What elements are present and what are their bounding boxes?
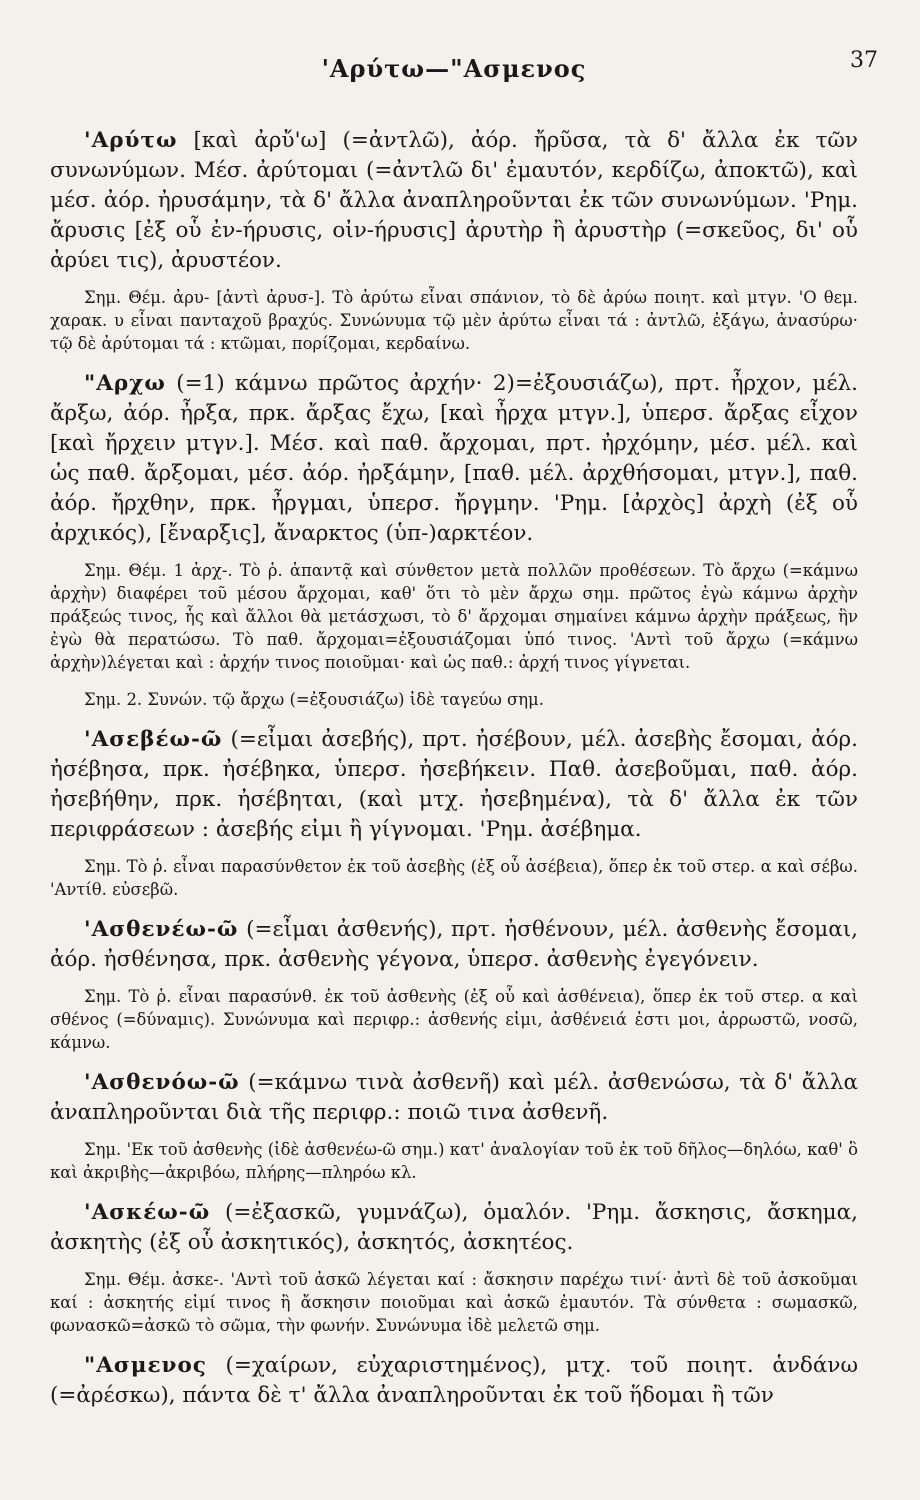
running-header bbox=[50, 48, 878, 88]
headword: 'Ασκέω-ῶ bbox=[84, 1200, 211, 1225]
headword: 'Ασεβέω-ῶ bbox=[84, 727, 223, 752]
headword: 'Ασθενέω-ῶ bbox=[84, 917, 239, 942]
running-title: 'Αρύτω—"Ασμενος bbox=[321, 54, 587, 83]
entry-askew bbox=[50, 1198, 858, 1258]
headword: 'Αρύτω bbox=[84, 128, 178, 153]
note: Σημ. Θέμ. 1 ἀρχ-. Τὸ ῥ. ἁπαντᾷ καὶ σύνθετον μετὰ πολλῶν προθέσεων. Τὸ ἄρχω (=κάμνω ἀρχὴν) διαφέρει τοῦ μέσου ἄρχομαι, καθ' ὅτι τὸ μὲν ἄρχω σημ. πρῶτος ἐγὼ κάμνω ἀρχὴν πράξεώς τινος, ἧς καὶ ἄλλοι θὰ μετάσχωσι, τὸ δ' ἄρχομαι σημαίνει κάμνω ἀρχὴν πράξεως, ἣν ἐγὼ θὰ περατώσω. Τὸ παθ. ἄρχομαι=ἐξουσιάζομαι ὑπό τινος. 'Αντὶ τοῦ ἄρχω (=κάμνω ἀρχὴν)λέγεται καὶ : ἀρχήν τινος ποιοῦμαι· καὶ ὡς παθ.: ἀρχή τινος γίγνεται. bbox=[50, 561, 858, 672]
entry-body: (=εἶμαι ἀσθενής), πρτ. ἠσθένουν, μέλ. ἀσθενὴς ἔσομαι, ἀόρ. ἠσθένησα, πρκ. ἀσθενὴς γέγονα, ὑπερσ. ἀσθενὴς ἐγεγόνειν. bbox=[50, 917, 858, 972]
headword: "Αρχω bbox=[84, 371, 166, 396]
entry-asebew bbox=[50, 725, 858, 845]
entry-body: (=κάμνω τινὰ ἀσθενῆ) καὶ μέλ. ἀσθενώσω, τὰ δ' ἄλλα ἀναπληροῦνται διὰ τῆς περιφρ.: ποιῶ τινα ἀσθενῆ. bbox=[50, 1070, 858, 1125]
entry-asthenew bbox=[50, 915, 858, 975]
note: Σημ. Τὸ ῥ. εἶναι παρασύνθετον ἐκ τοῦ ἀσεβὴς (ἐξ οὗ ἀσέβεια), ὅπερ ἐκ τοῦ στερ. α καὶ σέβω. 'Αντίθ. εὐσεβῶ. bbox=[50, 857, 858, 899]
note: Σημ. 2. Συνών. τῷ ἄρχω (=ἐξουσιάζω) ἰδὲ ταγεύω σημ. bbox=[84, 690, 544, 709]
entry-body: (=χαίρων, εὐχαριστημένος), μτχ. τοῦ ποιητ. ἁνδάνω (=ἀρέσκω), πάντα δὲ τ' ἄλλα ἀναπληροῦνται ἐκ τοῦ ἥδομαι ἢ τῶν bbox=[50, 1353, 858, 1408]
entry-body: (=1) κάμνω πρῶτος ἀρχήν· 2)=ἐξουσιάζω), πρτ. ἦρχον, μέλ. ἄρξω, ἀόρ. ἦρξα, πρκ. ἄρξας ἔχω, [καὶ ἦρχα μτγν.], ὑπερσ. ἄρξας εἶχον [καὶ ἤρχειν μτγν.]. Μέσ. καὶ παθ. ἄρχομαι, πρτ. ἠρχόμην, μέσ. μέλ. καὶ ὡς παθ. ἄρξομαι, μέσ. ἀόρ. ἠρξάμην, [παθ. μέλ. ἀρχθήσομαι, μτγν.], παθ. ἀόρ. ἤρχθην, πρκ. ἦργμαι, ὑπερσ. ἤργμην. 'Ρημ. [ἀρχὸς] ἀρχὴ (ἐξ οὗ ἀρχικός), [ἔναρξις], ἄναρκτος (ὑπ-)αρκτέον. bbox=[50, 371, 858, 546]
entry-asmenos bbox=[50, 1351, 858, 1411]
page-number: 37 bbox=[850, 48, 878, 73]
note: Σημ. Θέμ. ἀσκε-. 'Αντὶ τοῦ ἀσκῶ λέγεται καί : ἄσκησιν παρέχω τινί· ἀντὶ δὲ τοῦ ἀσκοῦμαι καί : ἀσκητής εἰμί τινος ἢ ἄσκησιν ποιοῦμαι καὶ ἀσκῶ ἐμαυτόν. Τὰ σύνθετα : σωμασκῶ, φωνασκῶ=ἀσκῶ τὸ σῶμα, τὴν φωνήν. Συνώνυμα ἰδὲ μελετῶ σημ. bbox=[50, 1270, 858, 1335]
note: Σημ. 'Εκ τοῦ ἀσθενὴς (ἰδὲ ἀσθενέω-ῶ σημ.) κατ' ἀναλογίαν τοῦ ἐκ τοῦ δῆλος—δηλόω, καθ' ὃ καὶ ἀκριβὴς—ἀκριβόω, πλήρης—πληρόω κλ. bbox=[50, 1140, 858, 1182]
headword: "Ασμενος bbox=[84, 1353, 207, 1378]
headword: 'Ασθενόω-ῶ bbox=[84, 1070, 240, 1095]
entry-arytw bbox=[50, 126, 858, 276]
entry-body: [καὶ ἀρὔ'ω] (=ἀντλῶ), ἀόρ. ἤρῦσα, τὰ δ' ἄλλα ἐκ τῶν συνωνύμων. Μέσ. ἀρύτομαι (=ἀντλῶ δι' ἐμαυτόν, κερδίζω, ἀποκτῶ), καὶ μέσ. ἀόρ. ἠρυσάμην, τὰ δ' ἄλλα ἀναπληροῦνται ἐκ τῶν συνωνύμων. 'Ρημ. ἄρυσις [ἐξ οὗ ἐν-ήρυσις, οἰν-ήρυσις] ἀρυτὴρ ἢ ἀρυστὴρ (=σκεῦος, δι' οὗ ἀρύει τις), ἀρυστέον. bbox=[50, 128, 858, 273]
entry-asthenow bbox=[50, 1068, 858, 1128]
entry-arxw bbox=[50, 369, 858, 549]
entry-body: (=εἶμαι ἀσεβής), πρτ. ἠσέβουν, μέλ. ἀσεβὴς ἔσομαι, ἀόρ. ἠσέβησα, πρκ. ἠσέβηκα, ὑπερσ. ἠσεβήκειν. Παθ. ἀσεβοῦμαι, παθ. ἀόρ. ἠσεβήθην, πρκ. ἠσέβηται, (καὶ μτχ. ἠσεβημένα), τὰ δ' ἄλλα ἐκ τῶν περιφράσεων : ἀσεβής εἰμι ἢ γίγνομαι. 'Ρημ. ἀσέβημα. bbox=[50, 727, 858, 842]
note: Σημ. Θέμ. ἀρυ- [ἀντὶ ἀρυσ-]. Τὸ ἀρύτω εἶναι σπάνιον, τὸ δὲ ἀρύω ποιητ. καὶ μτγν. 'Ο θεμ. χαρακ. υ εἶναι πανταχοῦ βραχύς. Συνώνυμα τῷ μὲν ἀρύτω εἶναι τά : ἀντλῶ, ἐξάγω, ἀνασύρω· τῷ δὲ ἀρύτομαι τά : κτῶμαι, πορίζομαι, κερδαίνω. bbox=[50, 288, 858, 353]
entry-body: (=ἐξασκῶ, γυμνάζω), ὁμαλόν. 'Ρημ. ἄσκησις, ἄσκημα, ἀσκητὴς (ἐξ οὗ ἀσκητικός), ἀσκητός, ἀσκητέος. bbox=[50, 1200, 858, 1255]
note: Σημ. Τὸ ῥ. εἶναι παρασύνθ. ἐκ τοῦ ἀσθενὴς (ἐξ οὗ καὶ ἀσθένεια), ὅπερ ἐκ τοῦ στερ. α καὶ σθένος (=δύναμις). Συνώνυμα καὶ περιφρ.: ἀσθενής εἰμι, ἀσθένειά ἐστι μοι, ἀρρωστῶ, νοσῶ, κάμνω. bbox=[50, 987, 858, 1052]
